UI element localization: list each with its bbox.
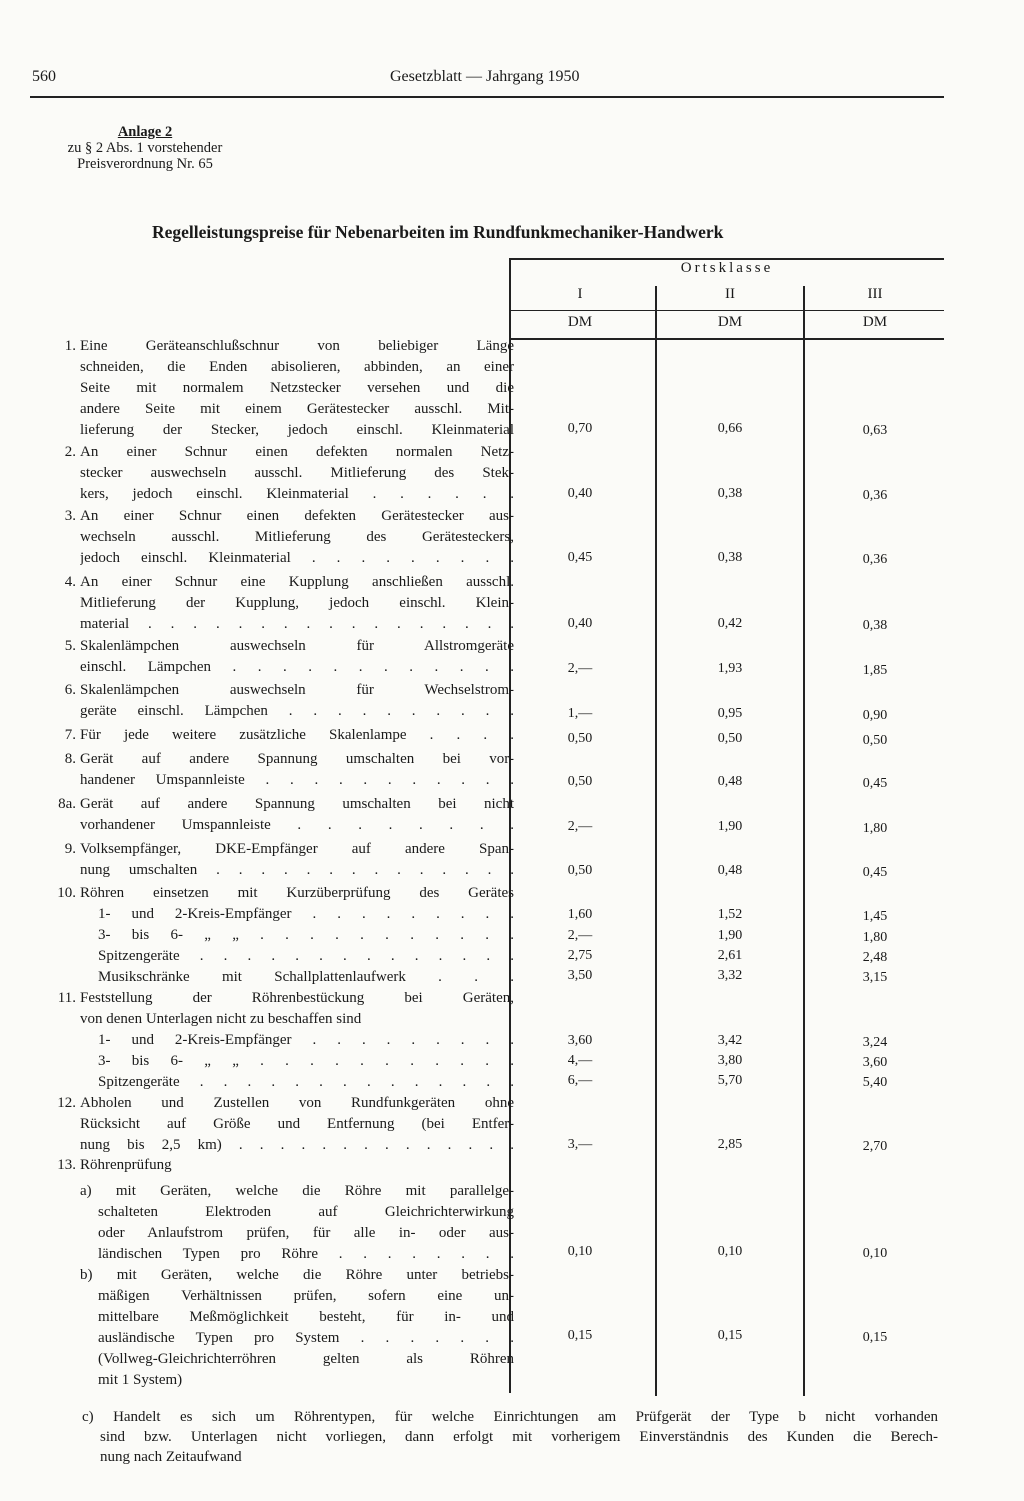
price-class-iii: 0,90 (862, 708, 888, 723)
price-class-iii: 0,50 (862, 733, 888, 748)
item-number: 4. (64, 574, 76, 590)
price-class-i: 0,40 (567, 616, 593, 631)
sub-item-label: Musikschränke mit Schallplattenlaufwerk . . . (98, 969, 514, 985)
item-text-line: (Vollweg-Gleichrichterröhren gelten als Röhren (98, 1351, 514, 1367)
item-text-line: Mitlieferung der Kupplung, jedoch einschl. Klein- (80, 595, 514, 611)
price-class-i: 1,60 (567, 907, 593, 922)
price-class-ii: 0,48 (717, 774, 743, 789)
price-class-i: 0,40 (567, 486, 593, 501)
item-text-line: Röhrenprüfung (80, 1157, 172, 1173)
price-class-iii: 0,38 (862, 618, 888, 633)
item-text-line: kers, jedoch einschl. Kleinmaterial . . . . . . (80, 486, 514, 502)
price-class-iii: 0,36 (862, 552, 888, 567)
item-text-line: Gerät auf andere Spannung umschalten bei nicht (80, 796, 514, 812)
item-text-line: schneiden, die Enden abisolieren, abbinden, an einer (80, 359, 514, 375)
price-class-iii: 2,48 (862, 950, 888, 965)
item-number: 8. (64, 751, 76, 767)
class-i-heading: I (577, 286, 583, 302)
item-text-line: schalteten Elektroden auf Gleichrichterwirkung (98, 1204, 514, 1220)
col-divider-2 (803, 286, 805, 1396)
price-class-ii: 0,48 (717, 863, 743, 878)
annex-label: Anlage 2 (117, 124, 173, 140)
price-class-ii: 0,50 (717, 731, 743, 746)
price-class-iii: 3,15 (862, 970, 888, 985)
price-class-iii: 3,60 (862, 1055, 888, 1070)
item-text-line: Abholen und Zustellen von Rundfunkgeräten ohne (80, 1095, 514, 1111)
price-class-i: 0,50 (567, 774, 593, 789)
item-number: 10. (57, 885, 76, 901)
item-text-line: Röhren einsetzen mit Kurzüberprüfung des Gerätes (80, 885, 514, 901)
footer-line: sind bzw. Unterlagen nicht vorliegen, dann erfolgt mit vorherigem Einverständnis des Kunden die Berech- (100, 1429, 938, 1445)
footer-line: nung nach Zeitaufwand (100, 1449, 242, 1465)
header-rule (30, 96, 944, 98)
item-text-line: mäßigen Verhältnissen prüfen, sofern eine un- (98, 1288, 514, 1304)
item-number: 11. (57, 990, 76, 1006)
price-class-iii: 1,85 (862, 663, 888, 678)
price-class-ii: 1,90 (717, 819, 743, 834)
price-class-ii: 0,38 (717, 486, 743, 501)
item-text-line: a) mit Geräten, welche die Röhre mit parallelge- (80, 1183, 514, 1199)
item-number: 12. (57, 1095, 76, 1111)
price-class-i: 3,50 (567, 968, 593, 983)
item-number: 2. (64, 444, 76, 460)
unit-dm-iii: DM (862, 314, 888, 330)
item-text-line: Für jede weitere zusätzliche Skalenlampe . . . . (80, 727, 514, 743)
price-class-i: 0,50 (567, 731, 593, 746)
item-text-line: An einer Schnur einen defekten normalen Netz- (80, 444, 514, 460)
price-class-iii: 1,80 (862, 930, 888, 945)
item-text-line: Rücksicht auf Größe und Entfernung (bei Entfer- (80, 1116, 514, 1132)
price-class-ii: 3,80 (717, 1053, 743, 1068)
sub-item-label: Spitzengeräte . . . . . . . . . . . . . . (98, 948, 514, 964)
price-class-ii: 0,66 (717, 421, 743, 436)
item-number: 5. (64, 638, 76, 654)
footer-line: c) Handelt es sich um Röhrentypen, für welche Einrichtungen am Prüfgerät der Type b nicht vorhanden (82, 1409, 938, 1425)
item-text-line: mit 1 System) (98, 1372, 183, 1388)
footer-note (82, 1407, 938, 1467)
page-number: 560 (32, 68, 56, 85)
unit-dm-i: DM (567, 314, 593, 330)
col-divider-1 (655, 286, 657, 1396)
price-class-ii: 0,15 (717, 1328, 743, 1343)
sub-item-label: 3- bis 6- „ „ . . . . . . . . . . . (98, 1053, 514, 1069)
item-text-line: Skalenlämpchen auswechseln für Wechselstrom- (80, 682, 514, 698)
item-number: 3. (64, 508, 76, 524)
price-class-iii: 0,15 (862, 1330, 888, 1345)
sub-item-label: 3- bis 6- „ „ . . . . . . . . . . . (98, 927, 514, 943)
price-class-i: 0,15 (567, 1328, 593, 1343)
sub-item-label: Spitzengeräte . . . . . . . . . . . . . . (98, 1074, 514, 1090)
price-class-i: 2,75 (567, 948, 593, 963)
price-class-ii: 3,42 (717, 1033, 743, 1048)
price-class-ii: 3,32 (717, 968, 743, 983)
price-class-i: 6,— (567, 1073, 593, 1088)
item-text-line: oder Anlaufstrom prüfen, für alle in- oder aus- (98, 1225, 514, 1241)
price-class-ii: 2,61 (717, 948, 743, 963)
price-class-ii: 0,42 (717, 616, 743, 631)
page-title: Regelleistungspreise für Nebenarbeiten im Rundfunkmechaniker-Handwerk (152, 222, 724, 242)
item-text-line: jedoch einschl. Kleinmaterial . . . . . . . . . (80, 550, 514, 566)
item-number: 1. (64, 338, 76, 354)
item-text-line: handener Umspannleiste . . . . . . . . . . . (80, 772, 514, 788)
price-class-iii: 0,45 (862, 776, 888, 791)
annex-block (40, 124, 250, 172)
price-class-i: 0,70 (567, 421, 593, 436)
item-text-line: Eine Geräteanschlußschnur von beliebiger Länge (80, 338, 514, 354)
annex-ref-line1: zu § 2 Abs. 1 vorstehender (67, 140, 223, 156)
item-text-line: Volksempfänger, DKE-Empfänger auf andere Span- (80, 841, 514, 857)
item-text-line: lieferung der Stecker, jedoch einschl. Kleinmaterial (80, 422, 514, 438)
price-class-iii: 3,24 (862, 1035, 888, 1050)
table-header-rule (510, 338, 944, 340)
item-number: 13. (57, 1157, 76, 1173)
class-iii-heading: III (867, 286, 883, 302)
item-number: 7. (64, 727, 76, 743)
price-class-i: 0,45 (567, 550, 593, 565)
price-class-ii: 0,10 (717, 1244, 743, 1259)
price-class-iii: 0,45 (862, 865, 888, 880)
item-text-line: Skalenlämpchen auswechseln für Allstromgeräte (80, 638, 514, 654)
price-class-iii: 2,70 (862, 1139, 888, 1154)
item-text-line: mittelbare Meßmöglichkeit besteht, für in- und (98, 1309, 514, 1325)
item-text-line: Gerät auf andere Spannung umschalten bei vor- (80, 751, 514, 767)
item-text-line: vorhandener Umspannleiste . . . . . . . . (80, 817, 514, 833)
price-class-i: 0,10 (567, 1244, 593, 1259)
item-number: 8a. (58, 796, 76, 812)
price-class-ii: 1,90 (717, 928, 743, 943)
price-class-i: 3,60 (567, 1033, 593, 1048)
item-text-line: andere Seite mit einem Gerätestecker ausschl. Mit- (80, 401, 514, 417)
table-mid-rule (510, 310, 944, 311)
item-text-line: geräte einschl. Lämpchen . . . . . . . . . . (80, 703, 514, 719)
running-title: Gesetzblatt — Jahrgang 1950 (390, 68, 580, 85)
item-text-line: wechseln ausschl. Mitlieferung des Gerätesteckers, (80, 529, 514, 545)
item-text-line: ausländische Typen pro System . . . . . . . (98, 1330, 514, 1346)
item-text-line: stecker auswechseln ausschl. Mitlieferung des Stek- (80, 465, 514, 481)
item-text-line: b) mit Geräten, welche die Röhre unter betriebs- (80, 1267, 514, 1283)
item-number: 9. (64, 841, 76, 857)
price-class-i: 3,— (567, 1137, 593, 1152)
price-class-i: 2,— (567, 928, 593, 943)
price-class-iii: 0,63 (862, 423, 888, 438)
class-ii-heading: II (725, 286, 735, 302)
price-class-i: 1,— (567, 706, 593, 721)
item-text-line: nung bis 2,5 km) . . . . . . . . . . . . . . (80, 1137, 514, 1153)
sub-item-label: 1- und 2-Kreis-Empfänger . . . . . . . . . (98, 1032, 514, 1048)
item-text-line: von denen Unterlagen nicht zu beschaffen sind (80, 1011, 362, 1027)
price-class-ii: 2,85 (717, 1137, 743, 1152)
price-class-ii: 1,93 (717, 661, 743, 676)
price-class-ii: 0,95 (717, 706, 743, 721)
unit-dm-ii: DM (717, 314, 743, 330)
price-class-iii: 0,10 (862, 1246, 888, 1261)
price-class-iii: 1,80 (862, 821, 888, 836)
item-text-line: nung umschalten . . . . . . . . . . . . . . (80, 862, 514, 878)
sub-item-label: 1- und 2-Kreis-Empfänger . . . . . . . . . (98, 906, 514, 922)
price-class-iii: 5,40 (862, 1075, 888, 1090)
price-class-i: 0,50 (567, 863, 593, 878)
item-text-line: An einer Schnur einen defekten Gerätestecker aus- (80, 508, 514, 524)
item-text-line: An einer Schnur eine Kupplung anschließen ausschl. (80, 574, 514, 590)
item-number: 6. (64, 682, 76, 698)
item-text-line: Feststellung der Röhrenbestückung bei Geräten, (80, 990, 514, 1006)
price-class-i: 2,— (567, 661, 593, 676)
annex-ref-line2: Preisverordnung Nr. 65 (77, 156, 213, 172)
price-class-iii: 0,36 (862, 488, 888, 503)
price-class-i: 4,— (567, 1053, 593, 1068)
item-text-line: ländischen Typen pro Röhre . . . . . . . . (98, 1246, 514, 1262)
item-text-line: einschl. Lämpchen . . . . . . . . . . . . (80, 659, 514, 675)
price-class-ii: 1,52 (717, 907, 743, 922)
price-class-ii: 0,38 (717, 550, 743, 565)
item-text-line: Seite mit normalem Netzstecker versehen und die (80, 380, 514, 396)
price-class-i: 2,— (567, 819, 593, 834)
item-text-line: material . . . . . . . . . . . . . . . . . (80, 616, 514, 632)
price-class-ii: 5,70 (717, 1073, 743, 1088)
price-class-iii: 1,45 (862, 909, 888, 924)
ortsklasse-heading: Ortsklasse (680, 260, 774, 276)
